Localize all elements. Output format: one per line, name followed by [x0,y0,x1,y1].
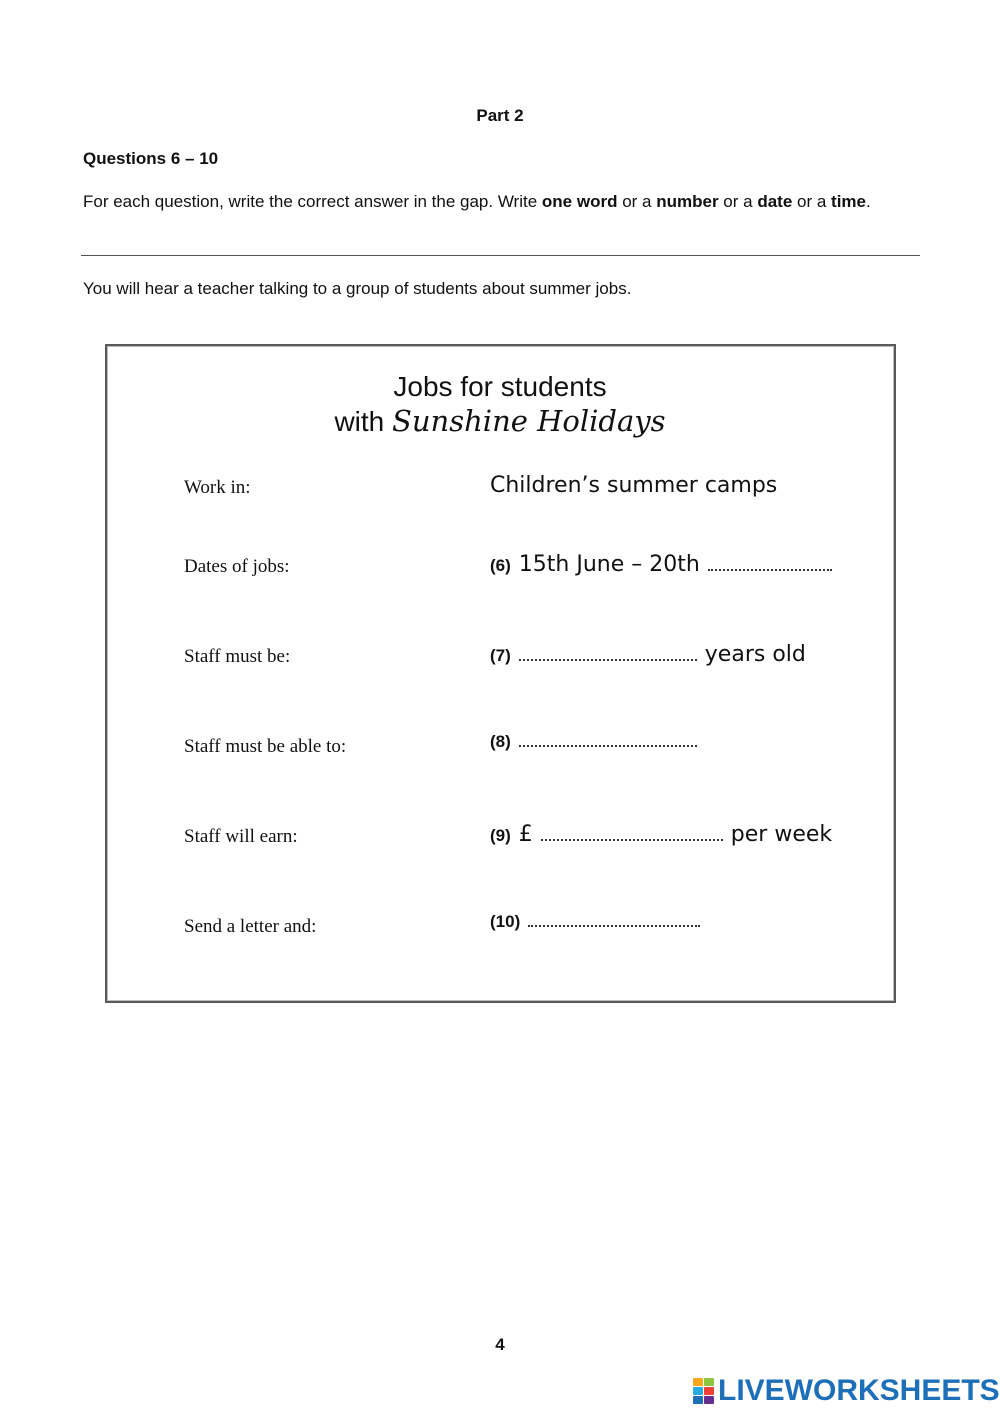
logo-tile [693,1387,703,1395]
brand-name: Sunshine Holidays [392,404,666,438]
row-label-earnings: Staff will earn: [184,826,298,847]
instructions-bold: date [757,192,793,211]
answer-gap-9[interactable] [541,838,723,841]
answer-text: per week [730,822,833,847]
context-text: You will hear a teacher talking to a group of students about summer jobs. [83,279,632,298]
instructions-text: . [866,192,871,211]
liveworksheets-logo [693,1374,1000,1408]
answer-text: Children’s summer camps [490,473,778,498]
part-title: Part 2 [476,106,524,125]
form-subtitle-prefix: with [334,406,393,437]
answer-text: years old [704,642,806,667]
row-answer-dates [490,552,840,577]
logo-tile [704,1378,714,1386]
row-label-ability: Staff must be able to: [184,736,347,757]
logo-tile [704,1396,714,1404]
instructions-bold: one word [541,192,618,211]
instructions-text: or a [718,192,758,211]
answer-gap-6[interactable] [708,568,832,571]
question-number: (6) [490,556,511,575]
answer-gap-10[interactable] [528,924,700,927]
instructions-bold: number [656,192,719,211]
question-number: (9) [490,826,511,845]
row-answer-earnings [490,822,832,847]
question-number: (7) [490,646,511,665]
logo-text: LIVEWORKSHEETS [718,1374,1000,1407]
instructions-text: For each question, write the correct answer in the gap. Write [83,192,542,211]
row-answer-work-in [490,473,777,498]
currency-symbol: £ [518,822,533,847]
row-label-dates: Dates of jobs: [184,556,290,577]
row-label-send: Send a letter and: [184,916,317,937]
row-label-age: Staff must be: [184,646,291,667]
row-label-work-in: Work in: [184,477,251,498]
page-number: 4 [495,1335,505,1354]
answer-gap-7[interactable] [519,658,697,661]
row-answer-ability [490,732,705,752]
questions-heading: Questions 6 – 10 [83,149,219,168]
instructions-text: or a [792,192,832,211]
instructions-bold: time [831,192,866,211]
question-number: (8) [490,732,511,751]
answer-text: 15th June – 20th [518,552,700,577]
logo-tile [693,1396,703,1404]
logo-tile [693,1378,703,1386]
instructions [83,191,913,213]
row-answer-send [490,912,708,932]
answer-gap-8[interactable] [519,744,697,747]
form-title: Jobs for students [393,371,607,402]
logo-icon [693,1378,715,1404]
form-box [105,344,896,1003]
instructions-text: or a [617,192,657,211]
form-subtitle [0,404,1000,438]
divider [81,255,920,256]
row-answer-age [490,642,806,667]
question-number: (10) [490,912,521,931]
logo-tile [704,1387,714,1395]
